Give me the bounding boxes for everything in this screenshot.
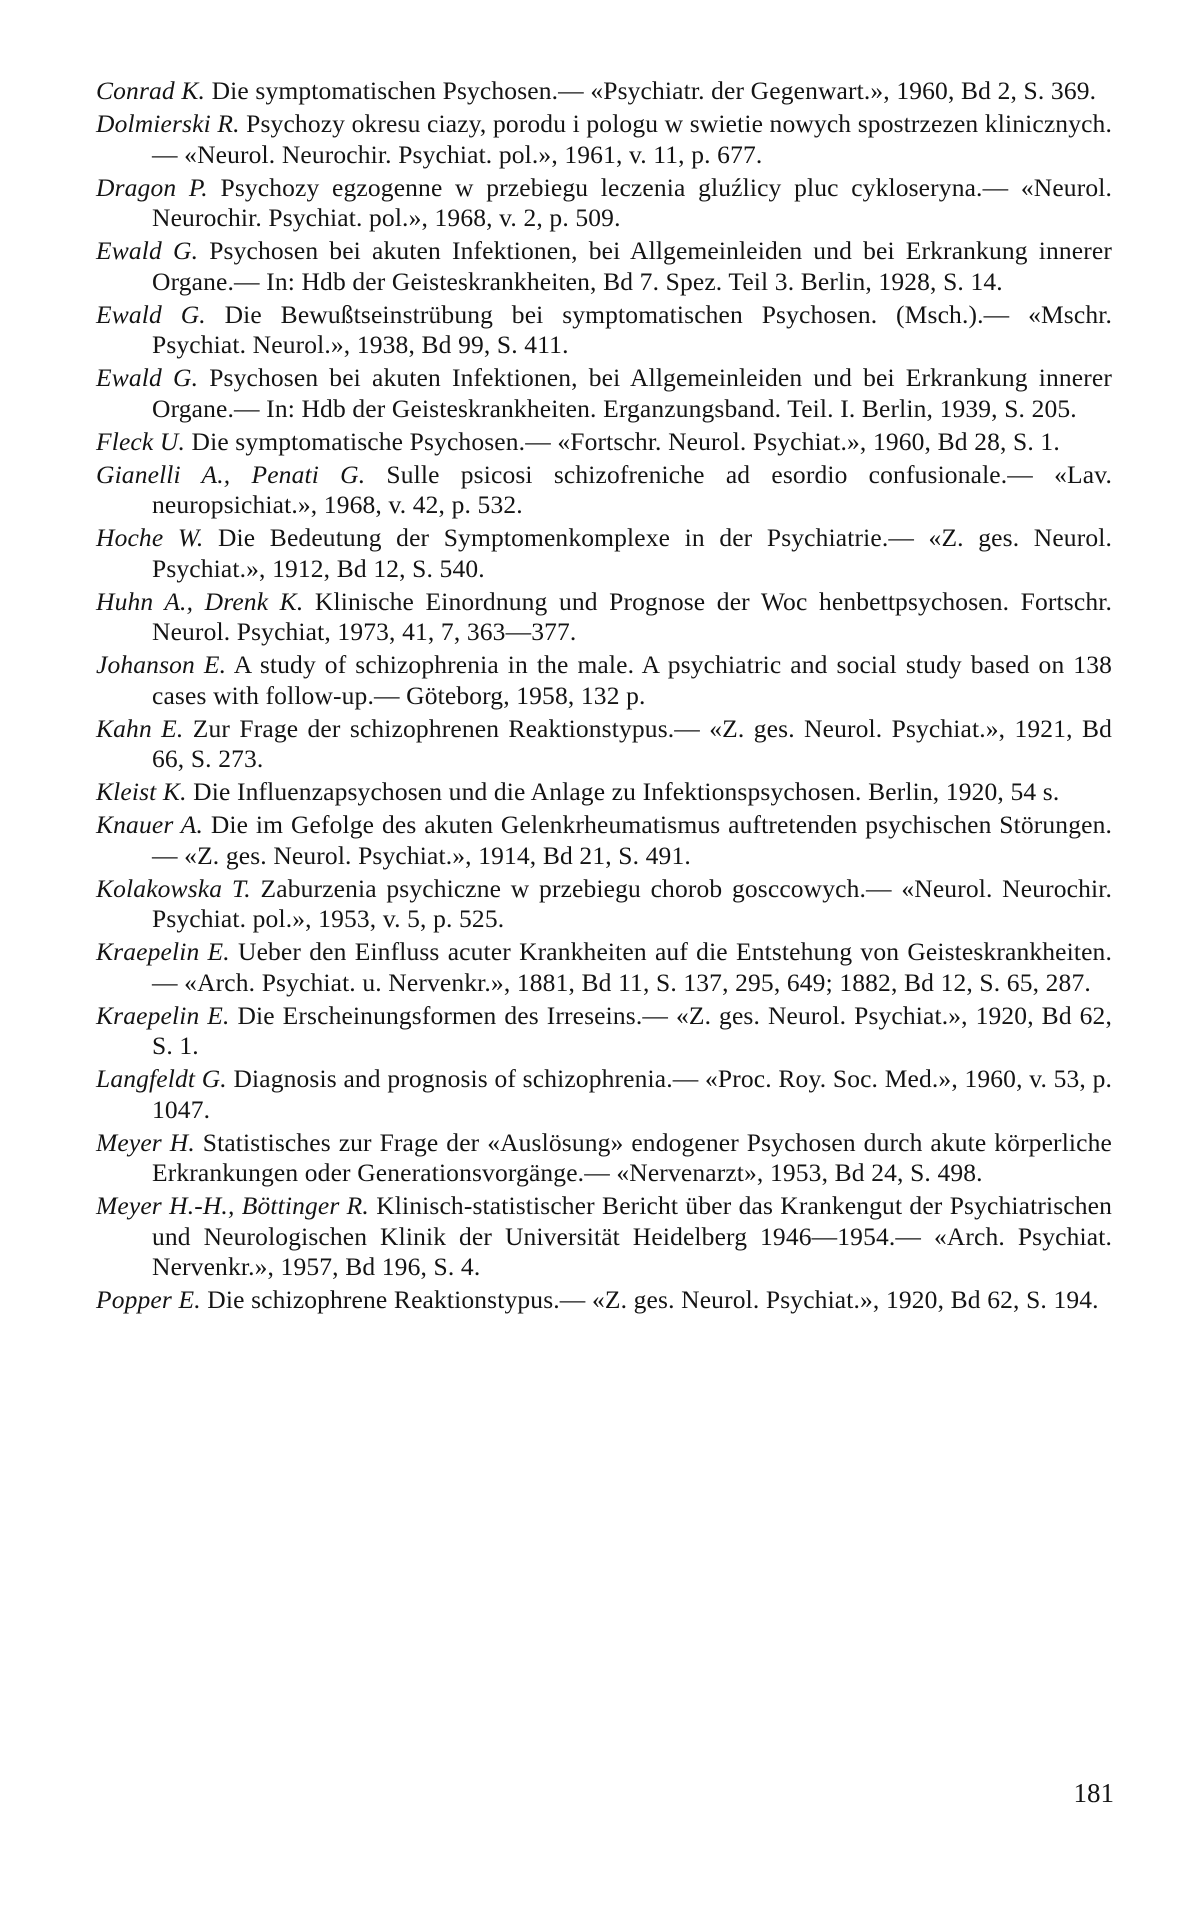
reference-author: Johanson E. bbox=[96, 650, 227, 679]
reference-entry bbox=[96, 714, 1112, 775]
reference-text: Die schizophrene Reaktionstypus.— «Z. ges. Neurol. Psychiat.», 1920, Bd 62, S. 194. bbox=[207, 1285, 1099, 1314]
reference-author: Kraepelin E. bbox=[96, 937, 230, 966]
reference-text: Die Bedeutung der Symptomenkomplexe in der Psychiatrie.— «Z. ges. Neurol. Psychiat.», 1912, Bd 12, S. 540. bbox=[152, 523, 1112, 583]
reference-entry bbox=[96, 1064, 1112, 1125]
reference-entry bbox=[96, 523, 1112, 584]
reference-author: Hoche W. bbox=[96, 523, 204, 552]
reference-entry bbox=[96, 363, 1112, 424]
reference-entry bbox=[96, 587, 1112, 648]
reference-text: Psychozy egzogenne w przebiegu leczenia gluźlicy pluc cykloseryna.— «Neurol. Neurochir. Psychiat. pol.», 1968, v. 2, p. 509. bbox=[152, 172, 1112, 232]
reference-entry bbox=[96, 777, 1112, 808]
reference-entry bbox=[96, 650, 1112, 711]
reference-author: Ewald G. bbox=[96, 363, 199, 392]
reference-author: Huhn A., Drenk K. bbox=[96, 586, 304, 616]
reference-text: Die Influenzapsychosen und die Anlage zu Infektionspsychosen. Berlin, 1920, 54 s. bbox=[193, 777, 1060, 806]
reference-text: Die im Gefolge des akuten Gelenkrheumatismus auftretenden psychischen Störungen.— «Z. ges. Neurol. Psychiat.», 1914, Bd 21, S. 491. bbox=[152, 810, 1112, 870]
reference-author: Kahn E. bbox=[96, 713, 184, 743]
reference-text: Die symptomatische Psychosen.— «Fortschr. Neurol. Psychiat.», 1960, Bd 28, S. 1. bbox=[191, 426, 1060, 456]
reference-text: Zur Frage der schizophrenen Reaktionstypus.— «Z. ges. Neurol. Psychiat.», 1921, Bd 66, S. 273. bbox=[152, 713, 1113, 773]
reference-text: Die symptomatischen Psychosen.— «Psychiatr. der Gegenwart.», 1960, Bd 2, S. 369. bbox=[211, 76, 1097, 105]
reference-entry bbox=[96, 427, 1112, 458]
reference-author: Kraepelin E. bbox=[96, 1000, 230, 1030]
reference-author: Ewald G. bbox=[96, 299, 206, 329]
reference-entry bbox=[96, 460, 1112, 521]
reference-entry bbox=[96, 1001, 1112, 1062]
reference-text: Die Erscheinungsformen des Irreseins.— «Z. ges. Neurol. Psychiat.», 1920, Bd 62, S. 1. bbox=[152, 1000, 1112, 1060]
reference-entry bbox=[96, 1285, 1112, 1316]
reference-author: Gianelli A., Penati G. bbox=[96, 459, 366, 489]
reference-author: Meyer H.-H., Böttinger R. bbox=[96, 1191, 369, 1220]
reference-entry bbox=[96, 937, 1112, 998]
reference-author: Langfeldt G. bbox=[96, 1064, 227, 1093]
reference-list bbox=[96, 76, 1112, 1318]
reference-entry bbox=[96, 236, 1112, 297]
reference-text: Psychosen bei akuten Infektionen, bei Allgemeinleiden und bei Erkrankung innerer Organe.— In: Hdb der Geisteskrankheiten, Bd 7. Spez. Teil 3. Berlin, 1928, S. 14. bbox=[152, 236, 1112, 296]
reference-entry bbox=[96, 810, 1112, 871]
reference-author: Kolakowska T. bbox=[96, 873, 251, 903]
reference-entry bbox=[96, 1191, 1112, 1283]
reference-text: Ueber den Einfluss acuter Krankheiten auf die Entstehung von Geisteskrankheiten.— «Arch. Psychiat. u. Nervenkr.», 1881, Bd 11, S. 137, 295, 649; 1882, Bd 12, S. 65, 287. bbox=[152, 937, 1112, 997]
reference-text: Die Bewußtseinstrübung bei symptomatischen Psychosen. (Msch.).— «Mschr. Psychiat. Neurol.», 1938, Bd 99, S. 411. bbox=[152, 299, 1113, 359]
reference-entry bbox=[96, 1128, 1112, 1189]
reference-text: Sulle psicosi schizofreniche ad esordio confusionale.— «Lav. neuropsichiat.», 1968, v. 42, p. 532. bbox=[152, 459, 1113, 519]
reference-text: Klinisch-statistischer Bericht über das Krankengut der Psychiatrischen und Neurologischen Klinik der Universität Heidelberg 1946—1954.— «Arch. Psychiat. Nervenkr.», 1957, Bd 196, S. 4. bbox=[152, 1191, 1113, 1281]
reference-entry bbox=[96, 300, 1112, 361]
reference-author: Ewald G. bbox=[96, 236, 199, 265]
reference-entry bbox=[96, 173, 1112, 234]
reference-text: A study of schizophrenia in the male. A psychiatric and social study based on 138 cases with follow-up.— Göteborg, 1958, 132 p. bbox=[152, 650, 1113, 710]
reference-author: Conrad K. bbox=[96, 76, 206, 105]
reference-author: Kleist K. bbox=[96, 777, 187, 806]
reference-text: Zaburzenia psychiczne w przebiegu chorob gosccowych.— «Neurol. Neurochir. Psychiat. pol.», 1953, v. 5, p. 525. bbox=[152, 873, 1113, 933]
reference-author: Dolmierski R. bbox=[96, 109, 240, 138]
reference-text: Psychozy okresu ciazy, porodu i pologu w swietie nowych spostrzezen klinicznych.— «Neurol. Neurochir. Psychiat. pol.», 1961, v. 11, p. 677. bbox=[152, 109, 1112, 169]
reference-text: Diagnosis and prognosis of schizophrenia.— «Proc. Roy. Soc. Med.», 1960, v. 53, p. 1047. bbox=[152, 1064, 1112, 1124]
page-number: 181 bbox=[1073, 1778, 1114, 1808]
reference-text: Statistisches zur Frage der «Auslösung» endogener Psychosen durch akute körperliche Erkrankungen oder Generationsvorgänge.— «Nervenarzt», 1953, Bd 24, S. 498. bbox=[152, 1127, 1112, 1187]
reference-entry bbox=[96, 109, 1112, 170]
reference-text: Klinische Einordnung und Prognose der Woc henbettpsychosen. Fortschr. Neurol. Psychiat, 1973, 41, 7, 363—377. bbox=[152, 586, 1112, 646]
reference-author: Knauer A. bbox=[96, 810, 204, 839]
reference-author: Dragon P. bbox=[96, 172, 208, 202]
reference-entry bbox=[96, 76, 1112, 107]
reference-author: Fleck U. bbox=[96, 426, 185, 456]
reference-entry bbox=[96, 874, 1112, 935]
reference-author: Meyer H. bbox=[96, 1127, 195, 1157]
reference-text: Psychosen bei akuten Infektionen, bei Allgemeinleiden und bei Erkrankung innerer Organe.— In: Hdb der Geisteskrankheiten. Erganzungsband. Teil. I. Berlin, 1939, S. 205. bbox=[152, 363, 1112, 423]
reference-author: Popper E. bbox=[96, 1285, 201, 1314]
